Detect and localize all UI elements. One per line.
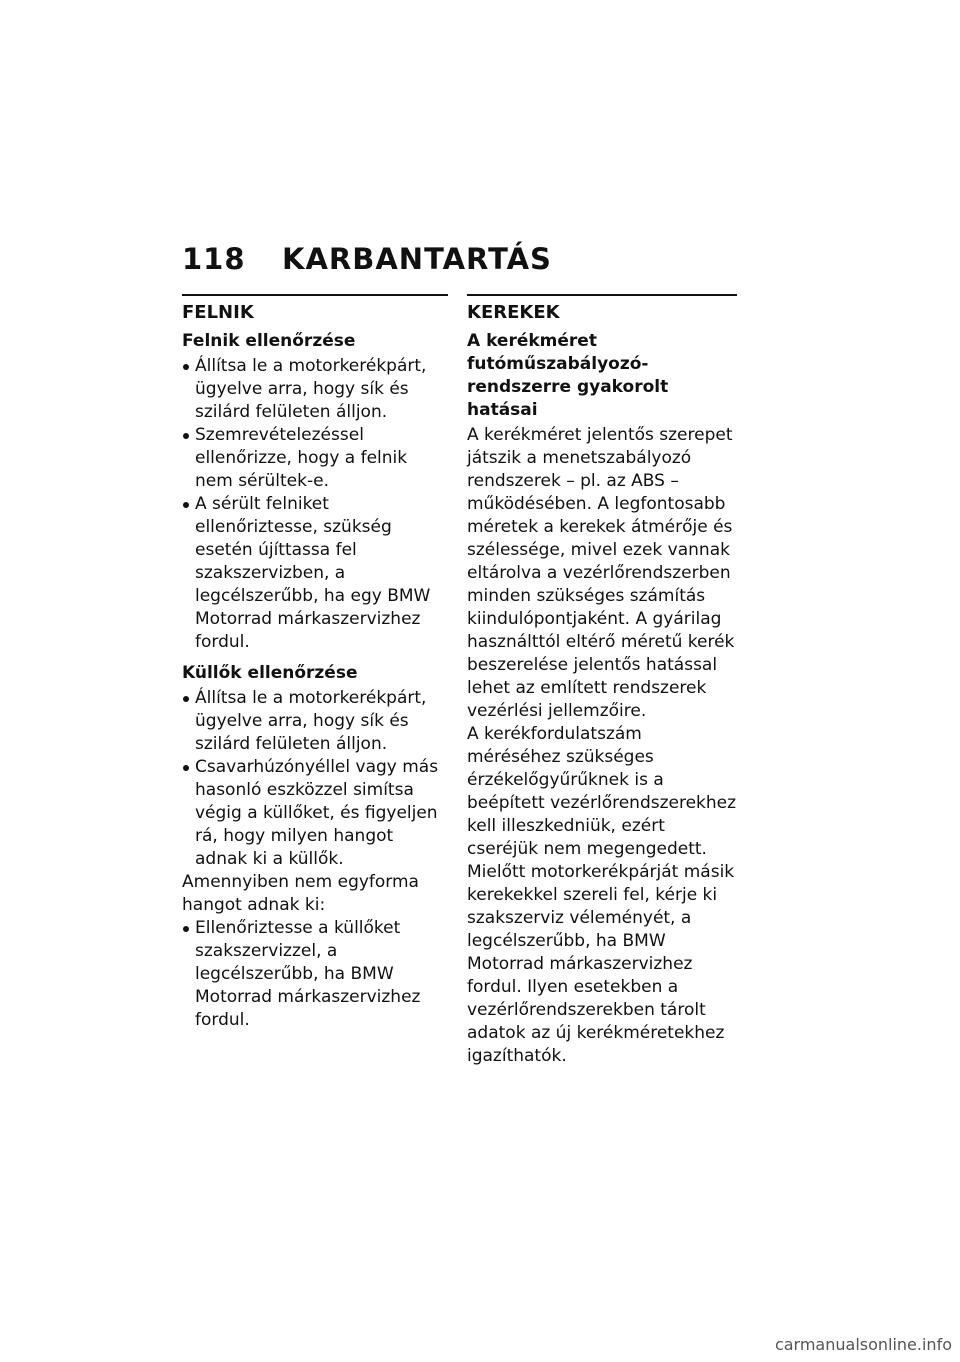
spoke-action-list	[182, 917, 448, 1032]
paragraph: Mielőtt motorkerékpárját másik kerekekkel szereli fel, kérje ki szakszerviz véleményét, a legcélszerűbb, ha BMW Motorrad márkaszervizhez fordul. Ilyen esetekben a vezérlőrendszerekben tárolt adatok az új kerékméretekhez igazíthatók.	[467, 862, 735, 1066]
section-divider	[467, 294, 737, 296]
paragraph: A kerékfordulatszám méréséhez szükséges érzékelőgyűrűknek is a beépített vezérlőrendszerekhez kell illeszkedniük, ezért cseréjük nem megengedett.	[467, 724, 737, 859]
list-item: A sérült felniket ellenőriztesse, szükség esetén újíttassa fel szakszervizben, a legcélszerűbb, ha egy BMW Motorrad márkaszervizhez fordul.	[182, 493, 448, 654]
list-item: Állítsa le a motorkerékpárt, ügyelve arra, hogy sík és szilárd felületen álljon.	[182, 355, 448, 424]
list-item: Ellenőriztesse a küllőket szakszervizzel, a legcélszerűbb, ha BMW Motorrad márkaszervizhez fordul.	[182, 917, 448, 1032]
section-title-wheels: KEREKEK	[467, 302, 560, 323]
left-column	[182, 294, 448, 1032]
spoke-note: Amennyiben nem egyforma hangot adnak ki:	[182, 872, 419, 915]
wheel-size-title: A kerékméret futóműszabályozó-rendszerre gyakorolt hatásai	[467, 331, 669, 420]
list-item: Szemrevételezéssel ellenőrizze, hogy a felnik nem sérültek-e.	[182, 424, 448, 493]
rim-check-title: Felnik ellenőrzése	[182, 331, 356, 351]
page-number: 118	[182, 242, 246, 276]
section-title-rims: FELNIK	[182, 302, 254, 323]
paragraph: A kerékméret jelentős szerepet játszik a menetszabályozó rendszerek – pl. az ABS – működésében. A legfontosabb méretek a kerekek átmérője és szélessége, mivel ezek vannak eltárolva a vezérlőrendszerben minden szükséges számítás kiindulópontjaként. A gyárilag használttól eltérő méretű kerék beszerelése jelentős hatással lehet az említett rendszerek vezérlési jellemzőire.	[467, 425, 735, 721]
section-divider	[182, 294, 448, 296]
chapter-title: KARBANTARTÁS	[282, 242, 552, 276]
watermark-logo: carmanualsonline.info	[774, 1335, 952, 1354]
right-column	[467, 294, 737, 1068]
rim-check-list	[182, 355, 448, 654]
spoke-check-title: Küllők ellenőrzése	[182, 663, 358, 683]
list-item: Állítsa le a motorkerékpárt, ügyelve arra, hogy sík és szilárd felületen álljon.	[182, 687, 448, 756]
list-item: Csavarhúzónyéllel vagy más hasonló eszközzel simítsa végig a küllőket, és figyeljen rá, hogy milyen hangot adnak ki a küllők.	[182, 756, 448, 871]
spoke-check-list	[182, 687, 448, 871]
